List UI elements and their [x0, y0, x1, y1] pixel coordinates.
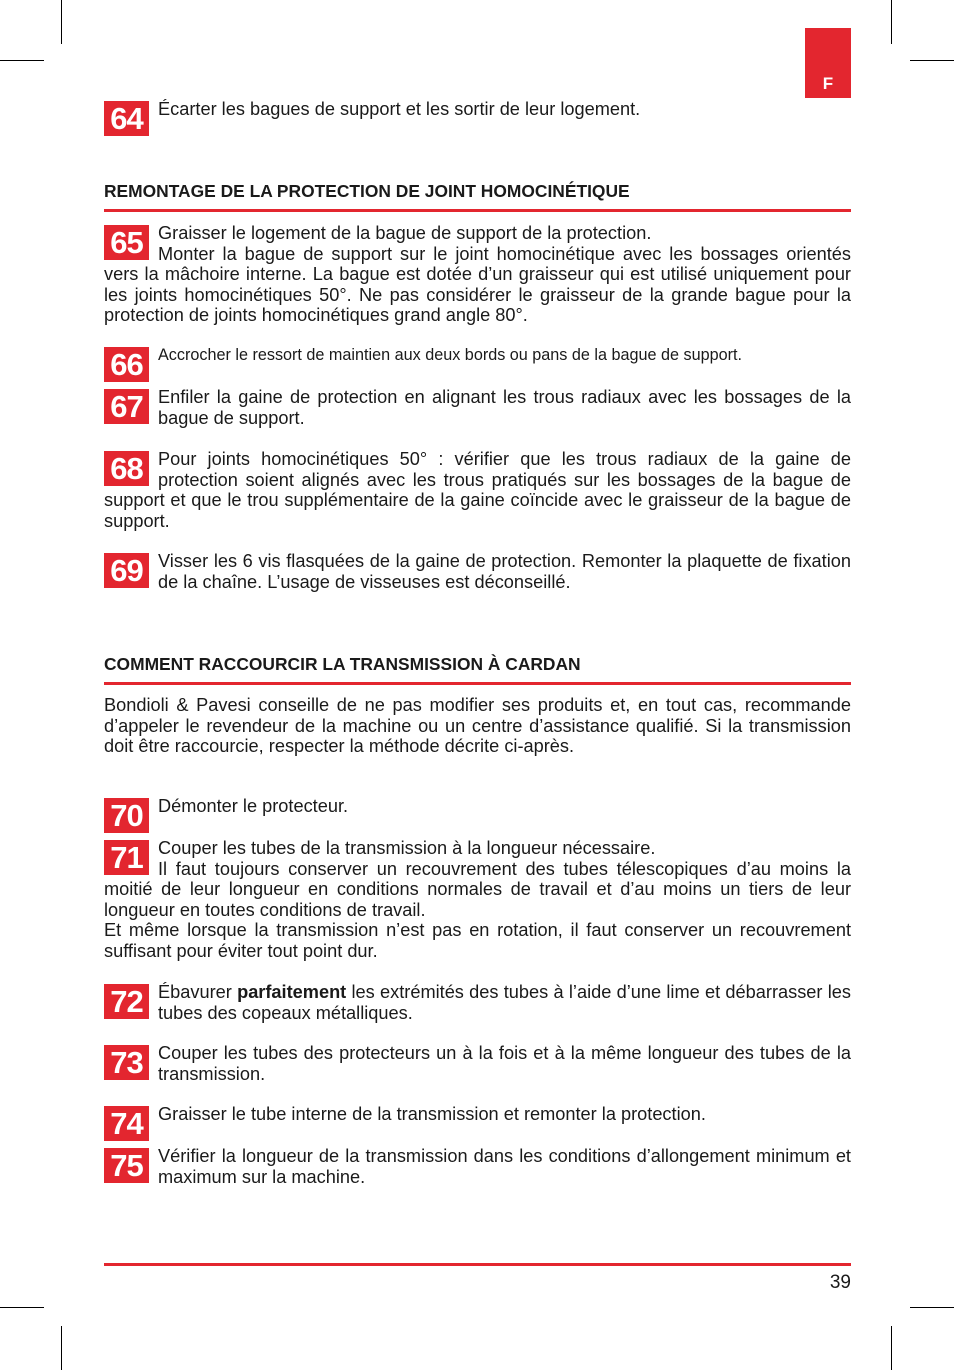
- step-text: Couper les tubes des protecteurs un à la fois et à la même longueur des tubes de la transmission.: [158, 1043, 851, 1084]
- step-number-badge: 74: [104, 1106, 149, 1141]
- step-75: [104, 1146, 851, 1187]
- step-69: [104, 551, 851, 592]
- step-number-badge: 67: [104, 389, 149, 424]
- section-heading-raccourcir: COMMENT RACCOURCIR LA TRANSMISSION À CARDAN: [104, 654, 851, 685]
- step-text: Il faut toujours conserver un recouvrement des tubes télescopiques d’au moins la moitié de leur longueur en conditions normales de travail et d’au moins un tiers de leur longueur en toutes conditions de travail.: [104, 858, 851, 920]
- crop-mark: [0, 1307, 44, 1308]
- step-number-badge: 68: [104, 451, 149, 486]
- step-text: Monter la bague de support sur le joint homocinétique avec les bossages orientés vers la mâchoire interne. La bague est dotée d’un graisseur qui est utilisé uniquement pour les joints homocinétiques 50°. Ne pas considérer le graisseur de la grande bague pour la protection de joints homocinétiques grand angle 80°.: [104, 243, 851, 326]
- crop-mark: [891, 0, 892, 44]
- language-tab: F: [805, 28, 851, 98]
- step-text-pre: Ébavurer: [158, 982, 238, 1002]
- crop-mark: [61, 1326, 62, 1370]
- step-text: Vérifier la longueur de la transmission dans les conditions d’allongement minimum et maximum sur la machine.: [158, 1146, 851, 1187]
- crop-mark: [910, 60, 954, 61]
- step-73: [104, 1043, 851, 1084]
- step-number-badge: 70: [104, 798, 149, 833]
- step-74: [104, 1104, 851, 1141]
- step-text: Visser les 6 vis flasquées de la gaine de protection. Remonter la plaquette de fixation de la chaîne. L’usage de visseuses est déconseillé.: [158, 551, 851, 592]
- step-text: Pour joints homocinétiques 50° : vérifier que les trous radiaux de la gaine de protection soient alignés avec les trous pratiqués sur les bossages de la bague de support et que le trou supplémentaire de la gaine coïncide avec le graisseur de la bague de support.: [104, 449, 851, 531]
- step-72: [104, 982, 851, 1023]
- step-text: Graisser le tube interne de la transmission et remonter la protection.: [158, 1104, 706, 1124]
- crop-mark: [910, 1307, 954, 1308]
- step-64: [104, 99, 851, 136]
- step-text: Démonter le protecteur.: [158, 796, 349, 816]
- step-number-badge: 65: [104, 225, 149, 260]
- crop-mark: [61, 0, 62, 44]
- step-text: Enfiler la gaine de protection en alignant les trous radiaux avec les bossages de la bague de support.: [158, 387, 851, 428]
- step-71: [104, 838, 851, 962]
- step-68: [104, 449, 851, 531]
- step-number-badge: 64: [104, 101, 149, 136]
- step-number-badge: 73: [104, 1045, 149, 1080]
- step-text: Graisser le logement de la bague de support de la protection.: [158, 223, 652, 243]
- step-text: Et même lorsque la transmission n’est pas en rotation, il faut conserver un recouvrement suffisant pour éviter tout point dur.: [104, 920, 851, 961]
- section-heading-remontage: REMONTAGE DE LA PROTECTION DE JOINT HOMOCINÉTIQUE: [104, 181, 851, 212]
- step-text: Accrocher le ressort de maintien aux deux bords ou pans de la bague de support.: [158, 346, 743, 364]
- step-70: [104, 796, 851, 833]
- step-text: [104, 982, 851, 1023]
- section-intro: Bondioli & Pavesi conseille de ne pas modifier ses produits et, en tout cas, recommande d’appeler le revendeur de la machine ou un centre d’assistance qualifié. Si la transmission doit être raccourcie, respecter la méthode décrite ci-après.: [104, 695, 851, 757]
- step-number-badge: 75: [104, 1148, 149, 1183]
- step-number-badge: 66: [104, 347, 149, 382]
- footer-rule: [104, 1263, 851, 1266]
- step-text-post: les extrémités des tubes à l’aide d’une lime et débarrasser les tubes des copeaux métalliques.: [158, 982, 851, 1023]
- step-67: [104, 387, 851, 428]
- step-number-badge: 71: [104, 840, 149, 875]
- step-65: [104, 223, 851, 326]
- step-text: Couper les tubes de la transmission à la longueur nécessaire.: [158, 838, 656, 858]
- step-text-bold: parfaitement: [237, 982, 347, 1002]
- crop-mark: [891, 1326, 892, 1370]
- step-text: Écarter les bagues de support et les sortir de leur logement.: [158, 99, 641, 119]
- page-number: 39: [829, 1272, 851, 1293]
- step-number-badge: 69: [104, 553, 149, 588]
- crop-mark: [0, 60, 44, 61]
- step-number-badge: 72: [104, 984, 149, 1019]
- step-66: [104, 345, 851, 382]
